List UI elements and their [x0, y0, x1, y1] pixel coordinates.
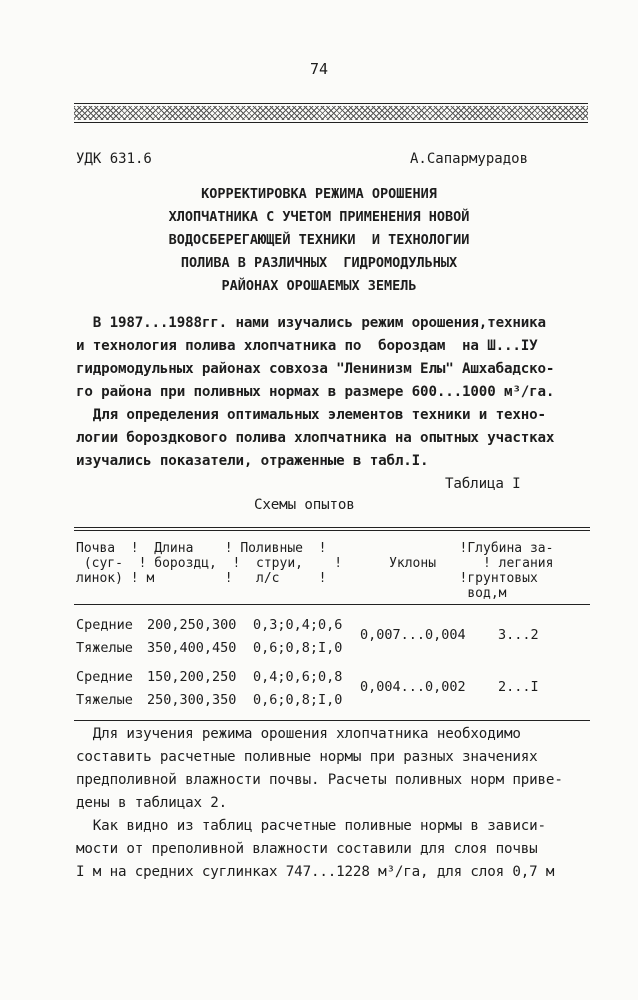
cell-slope: 0,004...0,002 [360, 679, 466, 695]
cell-lengths: 150,200,250 [147, 669, 237, 685]
body-line: мости от преполивной влажности составили для слоя почвы [76, 841, 538, 857]
cell-flows: 0,4;0,6;0,8 [253, 669, 343, 685]
body-line: Для изучения режима орошения хлопчатника необходимо [76, 726, 521, 742]
body-line: Как видно из таблиц расчетные поливные нормы в зависи- [76, 818, 546, 834]
intro-line: В 1987...1988гг. нами изучались режим орошения,техника [76, 315, 546, 331]
cell-lengths: 250,300,350 [147, 692, 237, 708]
cell-slope: 0,007...0,004 [360, 627, 466, 643]
cell-lengths: 200,250,300 [147, 617, 237, 633]
page-number: 74 [309, 60, 329, 78]
table-header-line: Почва ! Длина ! Поливные ! !Глубина за- [76, 541, 554, 556]
intro-line: гидромодульных районах совхоза "Ленинизм Елы" Ашхабадско- [76, 361, 555, 377]
cell-flows: 0,6;0,8;I,0 [253, 692, 343, 708]
author-name: А.Сапармурадов [410, 151, 529, 167]
cell-soil: Средние [76, 617, 133, 633]
body-line: предполивной влажности почвы. Расчеты поливных норм приве- [76, 772, 563, 788]
title-line: ПОЛИВА В РАЗЛИЧНЫХ ГИДРОМОДУЛЬНЫХ [180, 255, 458, 271]
cell-depth: 3...2 [498, 627, 539, 643]
table-header-line: (суг- ! бороздц, ! струи, ! Уклоны ! легания [76, 556, 554, 571]
table-caption: Схемы опытов [254, 497, 355, 513]
table-header-line: вод,м [76, 586, 507, 601]
udk-code: УДК 631.6 [76, 151, 152, 167]
table-header-line: линок) ! м ! л/с ! !грунтовых [76, 571, 538, 586]
decorative-border [74, 101, 588, 125]
title-line: РАЙОНАХ ОРОШАЕМЫХ ЗЕМЕЛЬ [221, 278, 417, 294]
table-top-rule [74, 530, 590, 531]
title-line: КОРРЕКТИРОВКА РЕЖИМА ОРОШЕНИЯ [201, 186, 437, 202]
body-line: дены в таблицах 2. [76, 795, 228, 811]
table-top-rule [74, 527, 590, 528]
intro-line: изучались показатели, отраженные в табл.I. [76, 453, 429, 469]
title-line: ВОДОСБЕРЕГАЮЩЕЙ ТЕХНИКИ И ТЕХНОЛОГИИ [168, 232, 470, 248]
table-bottom-rule [74, 720, 590, 721]
intro-line: логии бороздкового полива хлопчатника на опытных участках [76, 430, 555, 446]
intro-line: и технология полива хлопчатника по бороздам на Ш...IУ [76, 338, 538, 354]
cell-flows: 0,6;0,8;I,0 [253, 640, 343, 656]
intro-line: Для определения оптимальных элементов техники и техно- [76, 407, 546, 423]
table-header-rule [74, 604, 590, 605]
title-line: ХЛОПЧАТНИКА С УЧЕТОМ ПРИМЕНЕНИЯ НОВОЙ [168, 209, 470, 225]
cell-lengths: 350,400,450 [147, 640, 237, 656]
table-label: Таблица I [445, 476, 521, 492]
intro-line: го района при поливных нормах в размере 600...1000 м³/га. [76, 384, 555, 400]
cell-soil: Тяжелые [76, 640, 133, 656]
cell-depth: 2...I [498, 679, 539, 695]
cell-flows: 0,3;0,4;0,6 [253, 617, 343, 633]
body-line: I м на средних суглинках 747...1228 м³/га, для слоя 0,7 м [76, 864, 555, 880]
body-line: составить расчетные поливные нормы при разных значениях [76, 749, 538, 765]
cell-soil: Средние [76, 669, 133, 685]
cell-soil: Тяжелые [76, 692, 133, 708]
